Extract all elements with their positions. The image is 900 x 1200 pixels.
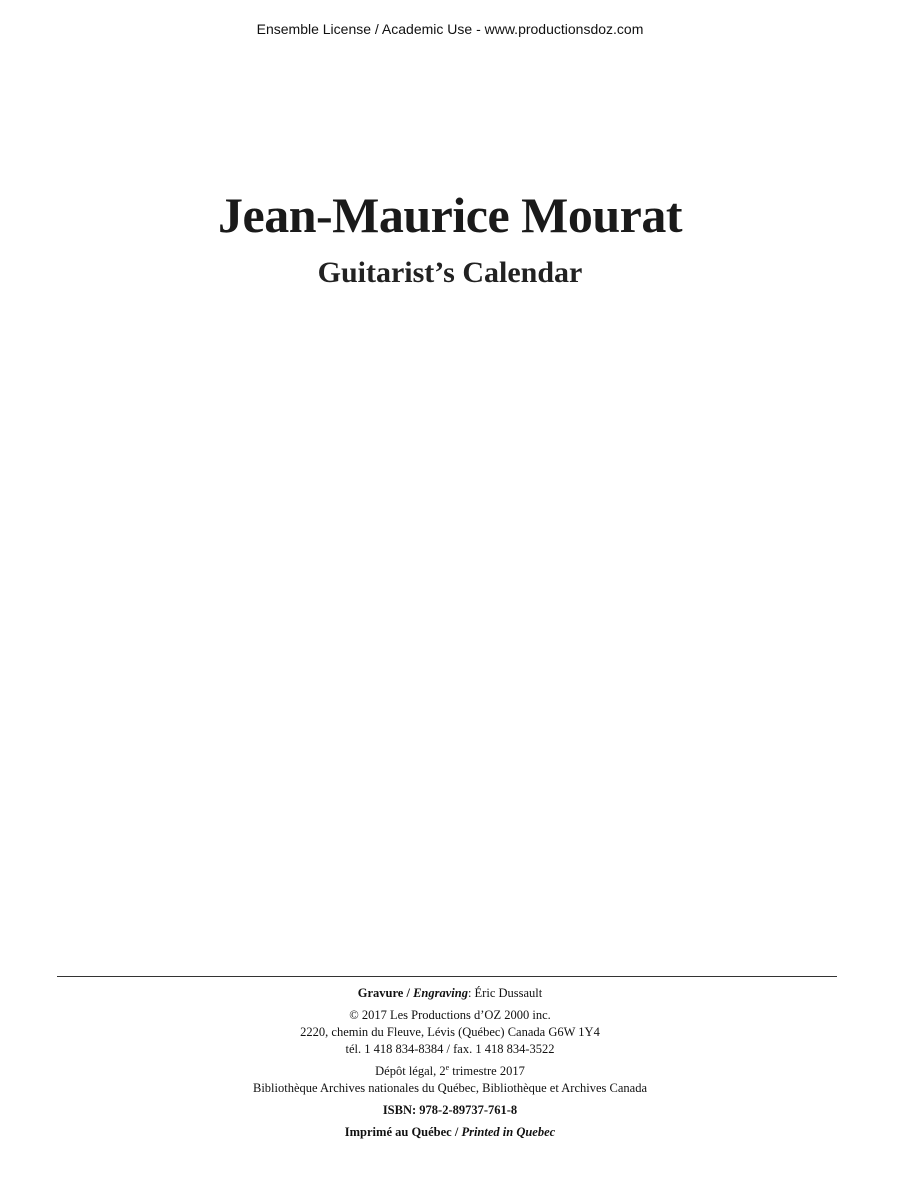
engraving-name: : Éric Dussault (467, 986, 543, 1000)
printed-fr: Imprimé au Québec / (344, 1125, 459, 1139)
engraving-label-fr: Gravure / (357, 986, 410, 1000)
printed-in-line (0, 1124, 900, 1141)
copyright-line: © 2017 Les Productions d’OZ 2000 inc. (349, 1008, 551, 1022)
address-line: 2220, chemin du Fleuve, Lévis (Québec) Canada G6W 1Y4 (300, 1025, 600, 1039)
phone-fax-line: tél. 1 418 834-8384 / fax. 1 418 834-3522 (345, 1042, 555, 1056)
isbn-line: ISBN: 978-2-89737-761-8 (382, 1103, 518, 1117)
printed-en: Printed in Quebec (461, 1125, 556, 1139)
engraving-label-en: Engraving (413, 986, 468, 1000)
colophon (0, 985, 900, 1141)
depot-suffix: trimestre 2017 (449, 1064, 525, 1078)
engraving-credit (0, 985, 900, 1002)
colophon-divider (57, 976, 837, 977)
legal-deposit-line (0, 1063, 900, 1080)
license-header: Ensemble License / Academic Use - www.productionsdoz.com (256, 21, 644, 37)
depot-superscript: e (445, 1062, 450, 1072)
libraries-line: Bibliothèque Archives nationales du Québec, Bibliothèque et Archives Canada (253, 1081, 647, 1095)
work-title: Guitarist’s Calendar (317, 256, 583, 289)
composer-name: Jean-Maurice Mourat (218, 187, 682, 243)
depot-prefix: Dépôt légal, 2 (375, 1064, 446, 1078)
